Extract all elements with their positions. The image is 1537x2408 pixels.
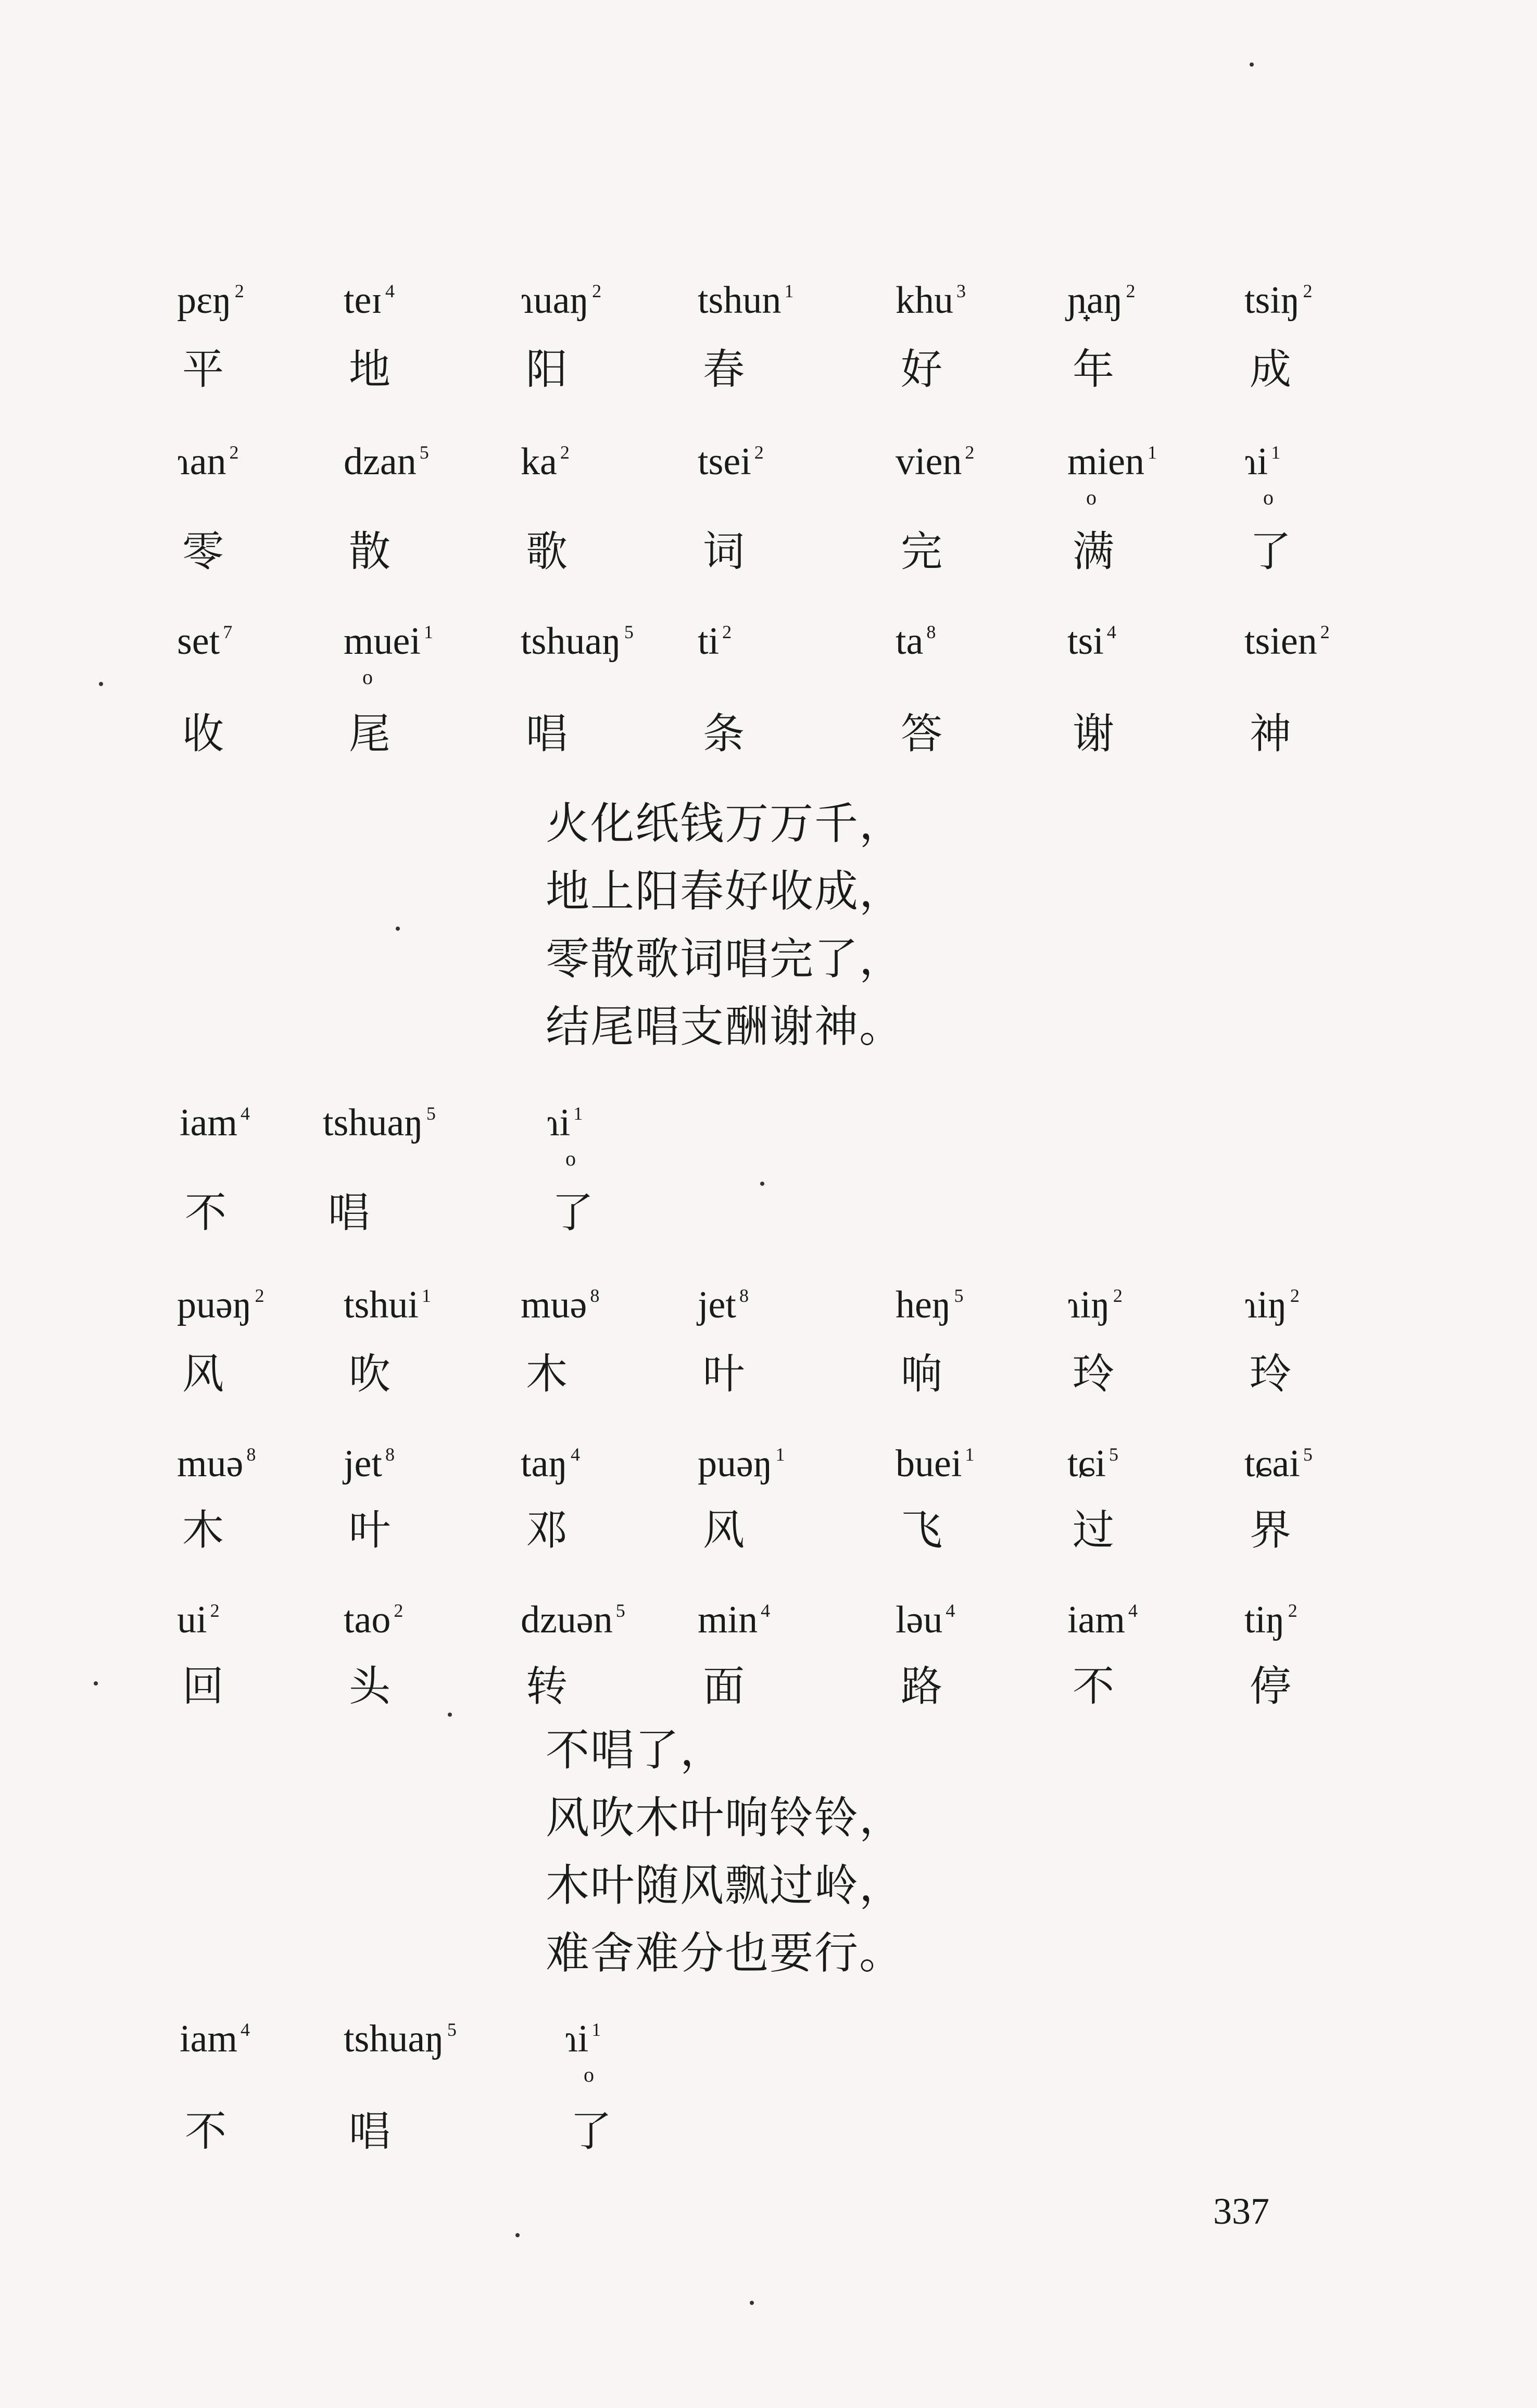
page-number: 337 [1213,2190,1269,2232]
print-speck [515,2233,520,2237]
hanzi-character: 响 [901,1350,942,1398]
hanzi-character: 答 [901,709,942,758]
print-speck [1250,62,1254,67]
romanized-syllable [1244,1601,1297,1639]
romanized-syllable [177,1601,220,1639]
hanzi-character: 面 [703,1662,745,1710]
hanzi-character: 零 [182,527,224,576]
tone-number: 8 [246,1444,256,1465]
romanized-syllable [1244,440,1281,509]
romanized-syllable [344,281,395,320]
tone-number: 1 [965,1444,975,1465]
hanzi-character: 了 [552,1188,594,1237]
syllable-text: dzan [344,440,417,483]
syllable-text: pɛŋ [177,279,232,322]
hanzi-character: 好 [901,345,942,394]
romanized-syllable [521,1601,625,1639]
romanized-syllable [896,442,974,481]
tone-number: 4 [240,1103,250,1124]
tone-number: 2 [234,281,244,301]
tone-number: 2 [1126,281,1136,301]
syllable-text: ɿiŋ [1244,1284,1287,1326]
tone-number: 5 [1108,1444,1118,1465]
romanized-syllable [547,1101,583,1170]
hanzi-character: 停 [1250,1662,1291,1710]
romanized-syllable [177,281,244,320]
romanized-syllable [1067,622,1116,661]
syllable-text: ui [177,1599,207,1641]
syllable-text: iam [180,2018,237,2060]
hanzi-character: 唱 [328,1188,370,1237]
romanized-syllable [344,2020,457,2058]
tone-number: 5 [1303,1444,1313,1465]
romanized-syllable [1067,1601,1138,1639]
syllable-circle-mark: o [584,2063,594,2086]
romanization-row [0,1442,1537,1485]
romanized-syllable [344,1601,403,1639]
syllable-text: iam [1067,1599,1125,1641]
romanized-syllable [521,1286,599,1324]
hanzi-character: 叶 [703,1350,745,1398]
romanized-syllable [698,1601,770,1639]
syllable-text: ɿi [547,1101,571,1144]
syllable-text: ɿi [565,2018,589,2060]
hanzi-character: 木 [182,1506,224,1554]
hanzi-character: 平 [182,345,224,394]
syllable-text: ɿan [177,440,226,483]
hanzi-row [0,1350,1537,1398]
tone-number: 1 [784,281,794,301]
syllable-text: ta [896,620,924,663]
syllable-text: ɿuaŋ [521,279,589,322]
syllable-text: tshui [344,1284,419,1326]
tone-number: 4 [1128,1600,1138,1621]
romanized-syllable [1244,1444,1313,1483]
tone-number: 8 [590,1285,600,1306]
syllable-text: vien [896,440,962,483]
hanzi-character: 风 [703,1506,745,1554]
syllable-text: tiŋ [1244,1599,1285,1641]
romanized-syllable [344,442,429,481]
tone-number: 1 [1147,442,1157,463]
tone-number: 2 [1288,1600,1297,1621]
tone-number: 2 [1290,1285,1300,1306]
tone-number: 1 [591,2019,601,2040]
hanzi-character: 飞 [901,1506,942,1554]
syllable-text: heŋ [896,1284,951,1326]
romanized-syllable [521,281,601,320]
tone-number: 5 [426,1103,436,1124]
syllable-text: tɕi [1067,1442,1106,1485]
syllable-text: set [177,620,220,663]
tone-number: 5 [447,2019,457,2040]
hanzi-character: 叶 [349,1506,390,1554]
syllable-text: tshuaŋ [521,620,621,663]
syllable-text: tshuaŋ [323,1101,423,1144]
romanized-syllable [177,1286,264,1324]
romanized-syllable [521,442,570,481]
hanzi-character: 成 [1250,345,1291,394]
romanized-syllable [323,1101,436,1144]
romanized-syllable [521,1444,580,1483]
translation-verse-line: 木叶随风飘过岭， [546,1860,904,1911]
tone-number: 4 [946,1600,955,1621]
romanized-syllable [1067,1444,1118,1483]
romanized-syllable [344,620,433,689]
syllable-text: buei [896,1442,962,1485]
hanzi-character: 收 [182,709,224,758]
romanized-syllable [698,1444,785,1483]
syllable-text: puəŋ [698,1442,773,1485]
syllable-text: ləu [896,1599,943,1641]
hanzi-character: 歌 [526,527,568,576]
hanzi-character: 尾 [349,709,390,758]
hanzi-character: 了 [1250,527,1291,576]
romanized-syllable [698,442,764,481]
syllable-text: mien [1067,440,1144,483]
tone-number: 2 [722,622,732,642]
hanzi-character: 吹 [349,1350,390,1398]
romanized-syllable [344,1286,431,1324]
hanzi-character: 不 [185,2107,226,2156]
hanzi-character: 满 [1073,527,1114,576]
romanized-syllable [1244,1286,1300,1324]
hanzi-character: 条 [703,709,745,758]
tone-number: 5 [615,1600,625,1621]
romanized-syllable [896,281,966,320]
translation-verse-line: 风吹木叶响铃铃， [546,1792,904,1843]
syllable-text: tɕai [1244,1442,1300,1485]
syllable-text: khu [896,279,953,322]
syllable-text: tao [344,1599,391,1641]
romanized-syllable [180,2020,250,2058]
romanized-syllable [565,2018,601,2086]
syllable-circle-mark: o [1263,486,1274,509]
print-speck [448,1713,452,1717]
romanized-syllable [698,622,732,661]
syllable-text: tsi [1067,620,1104,663]
hanzi-character: 邓 [526,1506,568,1554]
tone-number: 8 [739,1285,749,1306]
translation-verse-line: 不唱了， [546,1725,725,1776]
print-speck [94,1681,98,1685]
syllable-text: muə [521,1284,587,1326]
romanization-row [0,440,1537,509]
romanized-syllable [1067,1286,1123,1324]
romanized-syllable [1244,622,1330,661]
hanzi-character: 年 [1073,345,1114,394]
hanzi-character: 不 [185,1188,226,1237]
hanzi-character: 阳 [526,345,568,394]
tone-number: 2 [394,1600,404,1621]
syllable-text: tsei [698,440,751,483]
tone-number: 8 [385,1444,395,1465]
romanized-syllable [177,442,239,481]
romanized-syllable [896,1286,963,1324]
tone-number: 5 [419,442,429,463]
hanzi-character: 了 [570,2107,612,2156]
hanzi-character: 春 [703,345,745,394]
romanized-syllable [344,1444,395,1483]
romanized-syllable [177,1444,256,1483]
tone-number: 2 [210,1600,220,1621]
syllable-text: taŋ [521,1442,568,1485]
tone-number: 2 [754,442,764,463]
romanized-syllable [896,622,936,661]
syllable-text: iam [180,1101,237,1144]
syllable-text: ka [521,440,557,483]
romanized-syllable [1067,440,1157,509]
hanzi-character: 完 [901,527,942,576]
syllable-text: tshun [698,279,782,322]
tone-number: 4 [385,281,395,301]
tone-number: 1 [775,1444,785,1465]
syllable-text: muə [177,1442,244,1485]
hanzi-row [0,709,1537,758]
tone-number: 3 [956,281,966,301]
hanzi-character: 路 [901,1662,942,1710]
romanized-syllable [177,622,232,661]
tone-number: 2 [1113,1285,1123,1306]
syllable-text: muei [344,620,421,663]
syllable-circle-mark: o [1086,486,1097,509]
translation-verse-line: 零散歌词唱完了， [546,933,904,984]
tone-number: 4 [761,1600,771,1621]
romanization-row [0,620,1537,689]
syllable-text: tsien [1244,620,1317,663]
hanzi-character: 唱 [349,2107,390,2156]
syllable-text: ɿiŋ [1067,1284,1110,1326]
romanized-syllable [698,1286,749,1324]
tone-number: 1 [421,1285,431,1306]
syllable-text: puəŋ [177,1284,252,1326]
hanzi-character: 木 [526,1350,568,1398]
tone-number: 2 [255,1285,264,1306]
hanzi-character: 玲 [1073,1350,1114,1398]
syllable-text: ɲ̟aŋ [1067,279,1123,322]
syllable-text: min [698,1599,758,1641]
romanization-row [0,279,1537,322]
tone-number: 2 [1320,622,1330,642]
translation-verse-line: 火化纸钱万万千， [546,798,904,849]
hanzi-character: 玲 [1250,1350,1291,1398]
hanzi-character: 词 [703,527,745,576]
tone-number: 5 [624,622,634,642]
translation-verse-line: 结尾唱支酬谢神。 [546,1001,904,1052]
tone-number: 4 [1106,622,1116,642]
tone-number: 2 [592,281,602,301]
tone-number: 1 [423,622,433,642]
hanzi-character: 神 [1250,709,1291,758]
hanzi-character: 不 [1073,1662,1114,1710]
romanized-syllable [1067,281,1135,320]
tone-number: 8 [926,622,936,642]
tone-number: 2 [560,442,570,463]
print-speck [760,1182,764,1186]
tone-number: 7 [223,622,233,642]
syllable-text: ti [698,620,720,663]
hanzi-character: 回 [182,1662,224,1710]
hanzi-character: 谢 [1073,709,1114,758]
syllable-circle-mark: o [565,1147,576,1170]
print-speck [396,927,400,931]
hanzi-character: 风 [182,1350,224,1398]
hanzi-character: 转 [526,1662,568,1710]
tone-number: 2 [1303,281,1313,301]
hanzi-character: 地 [349,345,390,394]
hanzi-character: 唱 [526,709,568,758]
hanzi-row [0,1188,1537,1237]
hanzi-character: 过 [1073,1506,1114,1554]
syllable-text: tsiŋ [1244,279,1300,322]
syllable-text: jet [698,1284,736,1326]
hanzi-character: 散 [349,527,390,576]
hanzi-character: 头 [349,1662,390,1710]
romanized-syllable [896,1444,974,1483]
tone-number: 5 [954,1285,964,1306]
translation-verse-line: 地上阳春好收成， [546,866,904,917]
syllable-text: ɿi [1244,440,1268,483]
romanized-syllable [180,1101,250,1144]
tone-number: 4 [240,2019,250,2040]
translation-verse-line: 难舍难分也要行。 [546,1928,904,1979]
syllable-text: tshuaŋ [344,2018,444,2060]
hanzi-character: 界 [1250,1506,1291,1554]
print-speck [750,2301,754,2305]
romanized-syllable [521,622,634,661]
romanized-syllable [698,281,793,320]
tone-number: 4 [571,1444,581,1465]
syllable-text: jet [344,1442,382,1485]
romanized-syllable [1244,281,1313,320]
tone-number: 1 [1271,442,1281,463]
syllable-text: teɪ [344,279,382,322]
syllable-circle-mark: o [362,665,373,689]
romanized-syllable [896,1601,955,1639]
tone-number: 2 [965,442,975,463]
print-speck [99,682,103,686]
tone-number: 1 [573,1103,583,1124]
syllable-text: dzuən [521,1599,613,1641]
tone-number: 2 [229,442,239,463]
